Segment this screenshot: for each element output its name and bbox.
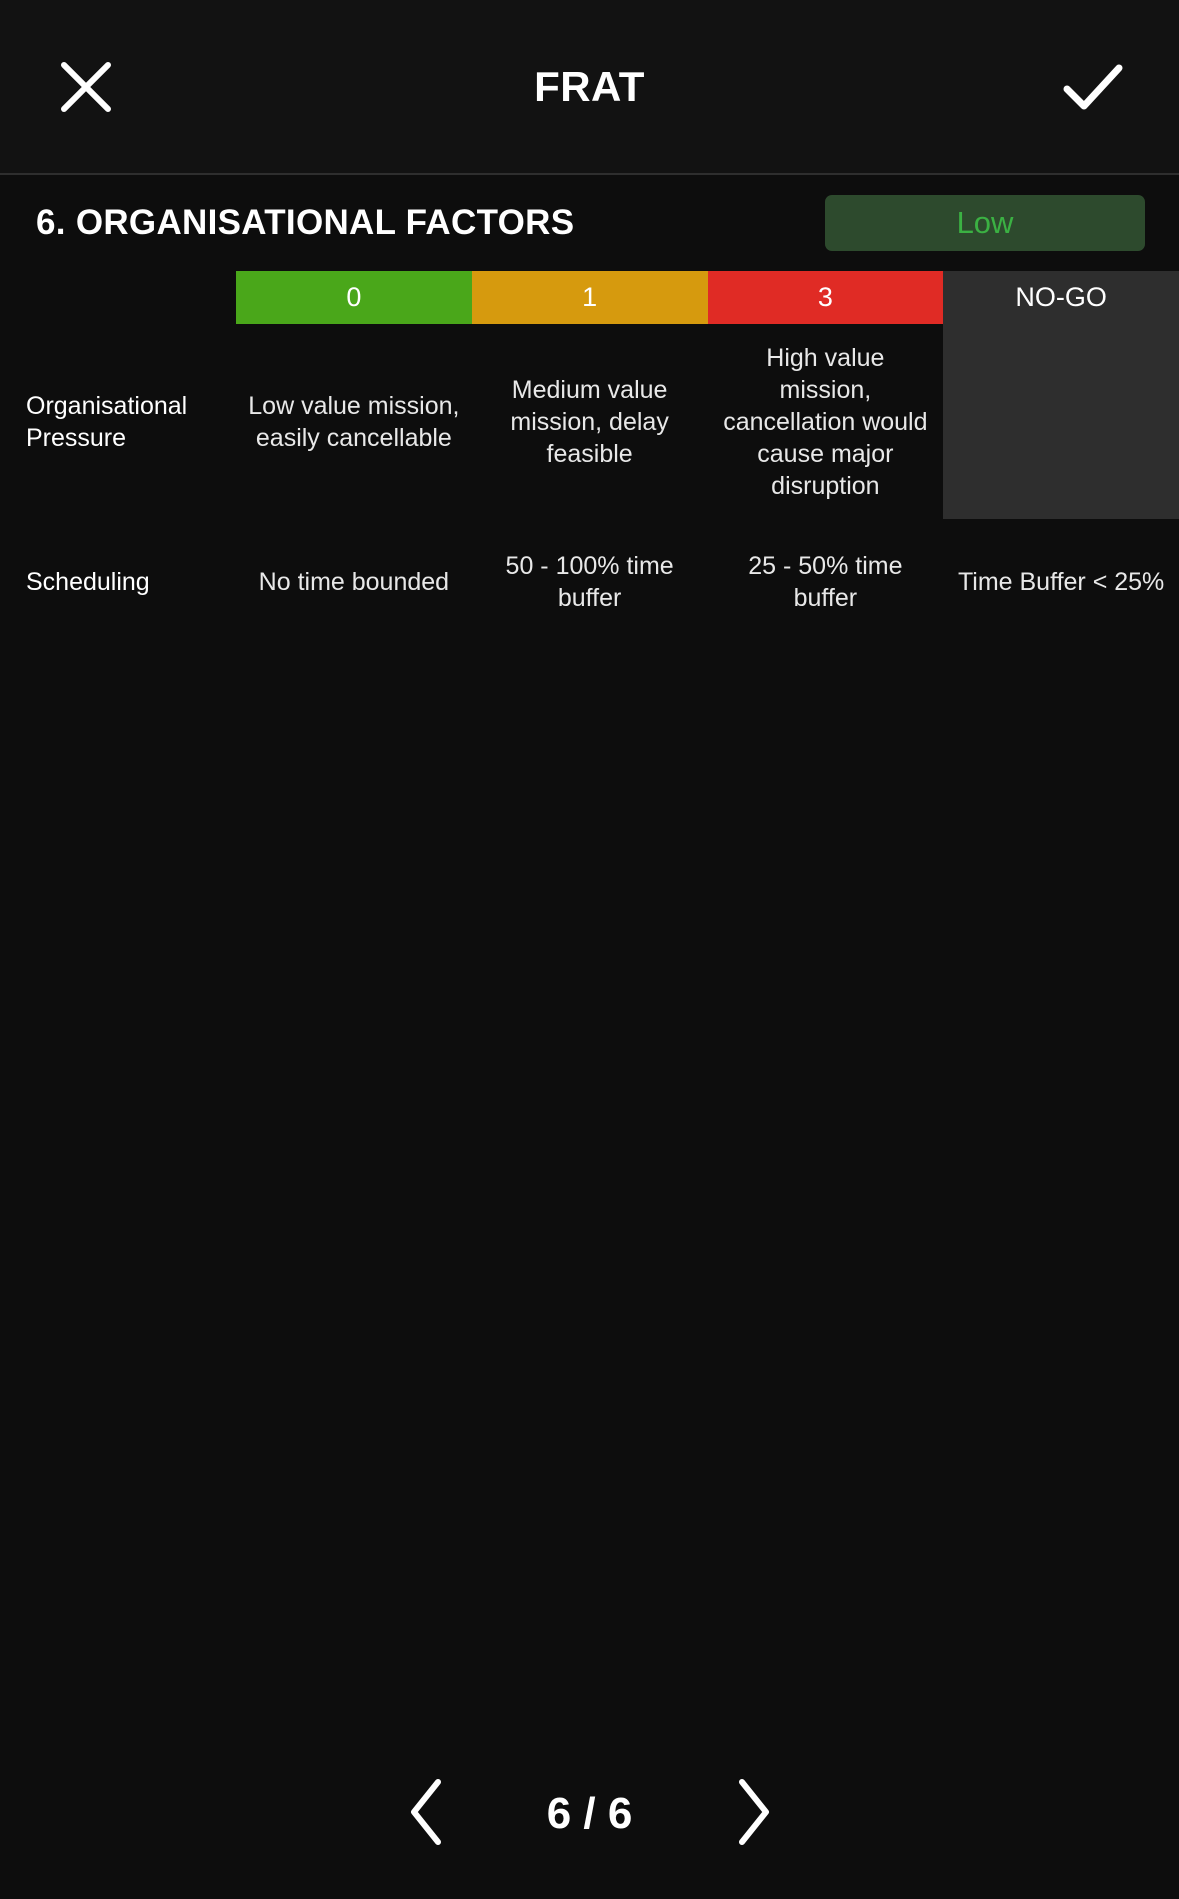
option-scheduling-1[interactable]: 50 - 100% time buffer	[505, 551, 674, 612]
option-organisational-pressure-1[interactable]: Medium value mission, delay feasible	[510, 375, 669, 468]
close-button[interactable]	[50, 51, 122, 123]
score-header-1[interactable]: 1	[472, 271, 708, 324]
section-title: 6. ORGANISATIONAL FACTORS	[36, 203, 575, 242]
table-row	[0, 519, 1179, 644]
risk-level-badge[interactable]: Low	[825, 195, 1145, 251]
pagination-bar	[0, 1729, 1179, 1899]
chevron-left-icon	[406, 1776, 450, 1853]
section-header	[0, 175, 1179, 271]
previous-page-button[interactable]	[396, 1775, 460, 1853]
risk-matrix-table	[0, 271, 1179, 644]
header-spacer	[0, 271, 236, 324]
option-organisational-pressure-nogo[interactable]	[943, 324, 1179, 519]
option-scheduling-3[interactable]: 25 - 50% time buffer	[748, 551, 903, 612]
chevron-right-icon	[730, 1776, 774, 1853]
content-empty-area	[0, 644, 1179, 1729]
page-indicator: 6 / 6	[546, 1789, 633, 1838]
score-header-0[interactable]: 0	[236, 271, 472, 324]
option-organisational-pressure-3[interactable]: High value mission, cancellation would cause major disruption	[723, 343, 928, 500]
table-header-row	[0, 271, 1179, 324]
table-row	[0, 324, 1179, 519]
row-label-scheduling: Scheduling	[26, 567, 150, 596]
top-bar	[0, 0, 1179, 175]
check-icon	[1062, 59, 1124, 115]
score-header-nogo[interactable]: NO-GO	[943, 271, 1179, 324]
close-icon	[58, 59, 114, 115]
confirm-button[interactable]	[1057, 51, 1129, 123]
row-label-organisational-pressure: Organisational Pressure	[26, 391, 188, 452]
score-header-3[interactable]: 3	[708, 271, 944, 324]
option-scheduling-nogo[interactable]: Time Buffer < 25%	[957, 567, 1165, 596]
option-organisational-pressure-0[interactable]: Low value mission, easily cancellable	[248, 391, 460, 452]
page-title: FRAT	[534, 62, 645, 110]
option-scheduling-0[interactable]: No time bounded	[258, 567, 450, 596]
next-page-button[interactable]	[720, 1775, 784, 1853]
